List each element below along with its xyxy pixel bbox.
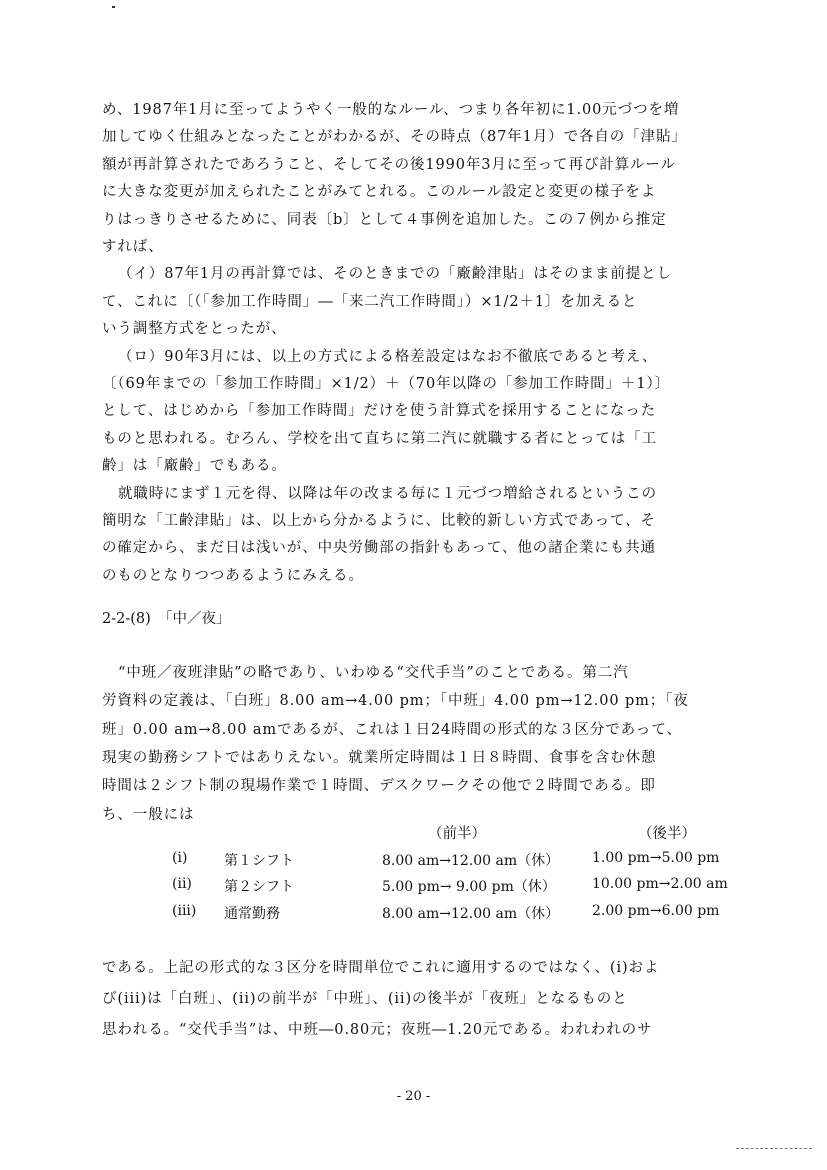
scan-mark	[112, 6, 115, 8]
text-line: 簡明な「工齢津貼」は、以上から分かるように、比較的新しい方式であって、そ	[102, 513, 656, 529]
text-line: ものと思われる。むろん、学校を出て直ちに第二汽に就職する者にとっては「工	[102, 430, 657, 447]
row-name: 第２シフト	[224, 879, 294, 895]
schedule-row	[0, 876, 827, 898]
schedule-row	[0, 903, 827, 925]
text-line: 時間は２シフト制の現場作業で１時間、デスクワークその他で２時間である。即	[102, 778, 656, 795]
text-line: ち、一般には	[102, 806, 195, 823]
page-number: - 20 -	[396, 1089, 431, 1104]
row-number: (i)	[172, 850, 188, 866]
text-line: て、これに〔（「参加工作時間」―「来二汽工作時間」）×1/2＋1〕を加えると	[102, 293, 638, 310]
text-line: 思われる。“交代手当”は、中班―0.80元；夜班―1.20元である。われわれのサ	[102, 1022, 653, 1038]
row-name: 通常勤務	[224, 906, 280, 922]
text-line: いう調整方式をとったが、	[102, 321, 287, 338]
row-second-half: 10.00 pm→2.00 am	[592, 876, 728, 892]
text-line: 就職時にまず１元を得、以降は年の改まる毎に１元づつ増給されるというこの	[118, 485, 657, 502]
section-heading: 2-2-(8) 「中／夜」	[102, 611, 231, 627]
scan-edge-mark	[736, 1148, 812, 1149]
text-line: りはっきりさせるために、同表〔b〕として４事例を追加した。この７例から推定	[102, 211, 667, 228]
text-line: 〔（69年までの「参加工作時間」×1/2）＋（70年以降の「参加工作時間」＋1）〕	[102, 376, 671, 392]
text-line: （ロ）90年3月には、以上の方式による格差設定はなお不徹底であると考え、	[118, 348, 658, 365]
row-name: 第１シフト	[224, 853, 294, 869]
text-line: として、はじめから「参加工作時間」だけを使う計算式を採用することになった	[102, 403, 657, 420]
schedule-row	[0, 850, 827, 872]
text-line: 労資料の定義は、「白班」8.00 am→4.00 pm；「中班」4.00 pm→12.00 pm；「夜	[102, 693, 689, 710]
text-line: 班」0.00 am→8.00 amであるが、これは１日24時間の形式的な３区分であって、	[102, 721, 682, 738]
text-line: び(iii)は「白班」、(ii)の前半が「中班」、(ii)の後半が「夜班」となるものと	[102, 991, 628, 1007]
text-line: （イ）87年1月の再計算では、そのときまでの「廠齢津貼」はそのまま前提とし	[118, 266, 672, 283]
row-number: (ii)	[172, 876, 192, 892]
row-first-half: 8.00 am→12.00 am（休）	[382, 853, 560, 869]
text-line: すれば、	[102, 239, 164, 255]
text-line: “中班／夜班津貼”の略であり、いわゆる“交代手当”のことである。第二汽	[118, 665, 629, 681]
first-half-label: （前半）	[428, 826, 486, 842]
text-line: 額が再計算されたであろうこと、そしてその後1990年3月に至って再び計算ルール	[102, 156, 676, 173]
text-line: 現実の勤務シフトではありえない。就業所定時間は１日８時間、食事を含む休憩	[102, 749, 657, 766]
row-second-half: 1.00 pm→5.00 pm	[592, 850, 720, 866]
text-line: 加してゆく仕組みとなったことがわかるが、その時点（87年1月）で各自の「津貼」	[102, 129, 687, 146]
text-line: に大きな変更が加えられたことがみてとれる。このルール設定と変更の様子をよ	[102, 184, 657, 201]
row-first-half: 8.00 am→12.00 am（休）	[382, 906, 560, 922]
second-half-label: （後半）	[638, 826, 696, 842]
text-line: 齢」は「廠齢」でもある。	[102, 458, 287, 475]
text-line: め、1987年1月に至ってようやく一般的なルール、つまり各年初に1.00元づつを増	[102, 102, 680, 118]
row-second-half: 2.00 pm→6.00 pm	[592, 903, 720, 919]
row-number: (iii)	[172, 903, 197, 919]
text-line: の確定から、まだ日は浅いが、中央労働部の指針もあって、他の諸企業にも共通	[102, 540, 656, 557]
row-first-half: 5.00 pm→ 9.00 pm（休）	[382, 879, 556, 895]
text-line: である。上記の形式的な３区分を時間単位でこれに適用するのではなく、(i)およ	[102, 960, 660, 976]
text-line: のものとなりつつあるようにみえる。	[102, 567, 364, 584]
